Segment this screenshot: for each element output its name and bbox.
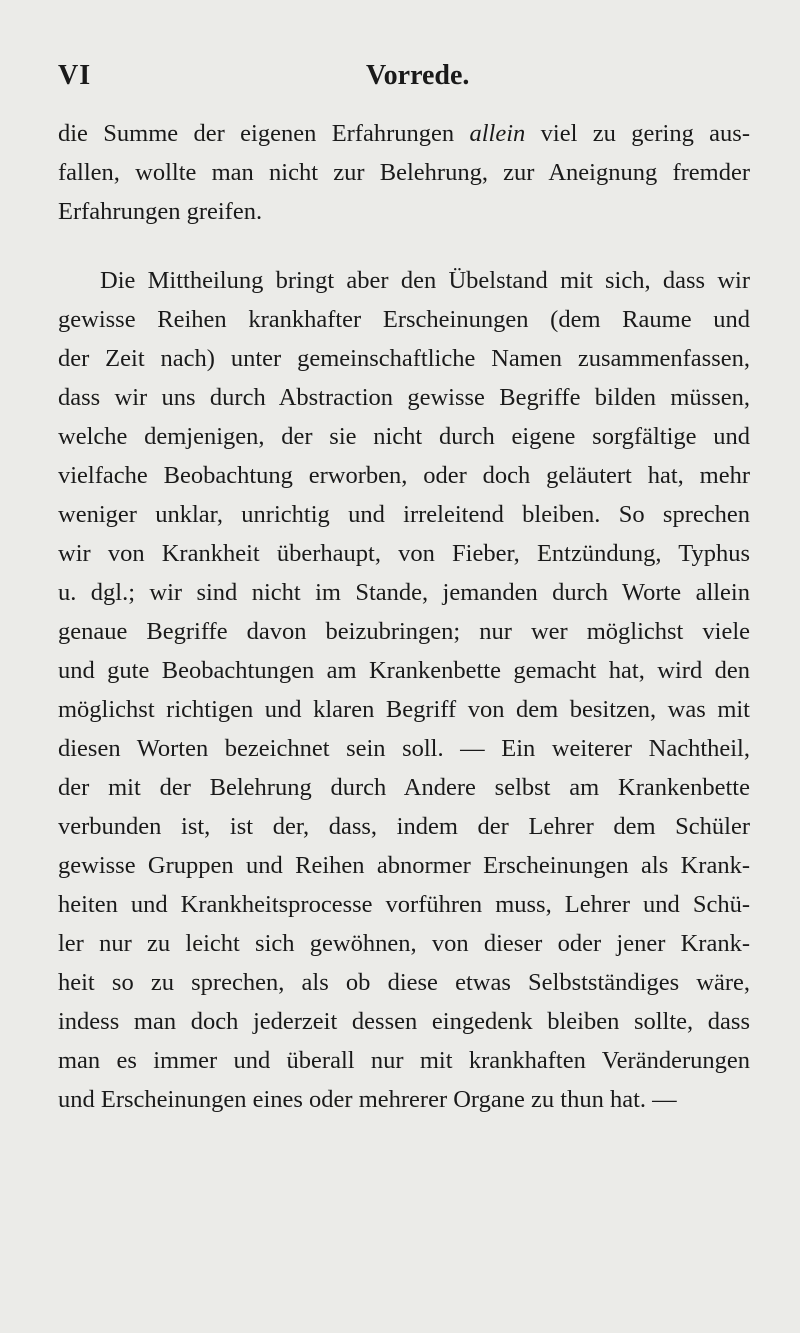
emphasized-word: allein: [469, 120, 526, 147]
text-line: [58, 114, 750, 153]
text-line: der Zeit nach) unter gemeinschaftliche Namen zusammenfassen,: [58, 345, 750, 372]
text-line: und Erscheinungen eines oder mehrerer Organe zu thun hat. —: [58, 1086, 677, 1113]
text-line: u. dgl.; wir sind nicht im Stande, jemanden durch Worte allein: [58, 579, 750, 606]
text-line: möglichst richtigen und klaren Begriff von dem besitzen, was mit: [58, 696, 750, 723]
paragraph-gap: [58, 231, 750, 261]
text-line: gewisse Reihen krankhafter Erscheinungen (dem Raume und: [58, 306, 750, 333]
text-line: Die Mittheilung bringt aber den Übelstand mit sich, dass wir: [100, 267, 750, 294]
text-line: wir von Krankheit überhaupt, von Fieber, Entzündung, Typhus: [58, 540, 750, 567]
page-number: VI: [58, 60, 92, 91]
text-line: und gute Beobachtungen am Krankenbette gemacht hat, wird den: [58, 657, 750, 684]
paragraph-2: [58, 261, 750, 1119]
page-header: [58, 60, 742, 100]
text-line: heiten und Krankheitsprocesse vorführen muss, Lehrer und Schü-: [58, 891, 750, 918]
text-line: genaue Begriffe davon beizubringen; nur wer möglichst viele: [58, 618, 750, 645]
text-line: verbunden ist, ist der, dass, indem der Lehrer dem Schüler: [58, 813, 750, 840]
text-line: weniger unklar, unrichtig und irreleitend bleiben. So sprechen: [58, 501, 750, 528]
text-line: Erfahrungen greifen.: [58, 198, 263, 225]
body-text: [58, 114, 750, 1119]
text-line: gewisse Gruppen und Reihen abnormer Erscheinungen als Krank-: [58, 852, 750, 879]
text-line: fallen, wollte man nicht zur Belehrung, zur Aneignung fremder: [58, 159, 750, 186]
paragraph-1: [58, 114, 750, 231]
text-line: man es immer und überall nur mit krankhaften Veränderungen: [58, 1047, 750, 1074]
text-line: heit so zu sprechen, als ob diese etwas Selbstständiges wäre,: [58, 969, 750, 996]
text-line: vielfache Beobachtung erworben, oder doch geläutert hat, mehr: [58, 462, 750, 489]
running-head: Vorrede.: [366, 60, 470, 91]
text-segment: viel zu gering aus-: [525, 120, 750, 147]
text-line: diesen Worten bezeichnet sein soll. — Ein weiterer Nachtheil,: [58, 735, 750, 762]
text-segment: die Summe der eigenen Erfahrungen: [58, 120, 470, 147]
text-line: der mit der Belehrung durch Andere selbst am Krankenbette: [58, 774, 750, 801]
text-line: ler nur zu leicht sich gewöhnen, von dieser oder jener Krank-: [58, 930, 750, 957]
text-line: dass wir uns durch Abstraction gewisse Begriffe bilden müssen,: [58, 384, 750, 411]
text-line: welche demjenigen, der sie nicht durch eigene sorgfältige und: [58, 423, 750, 450]
text-line: indess man doch jederzeit dessen eingedenk bleiben sollte, dass: [58, 1008, 750, 1035]
